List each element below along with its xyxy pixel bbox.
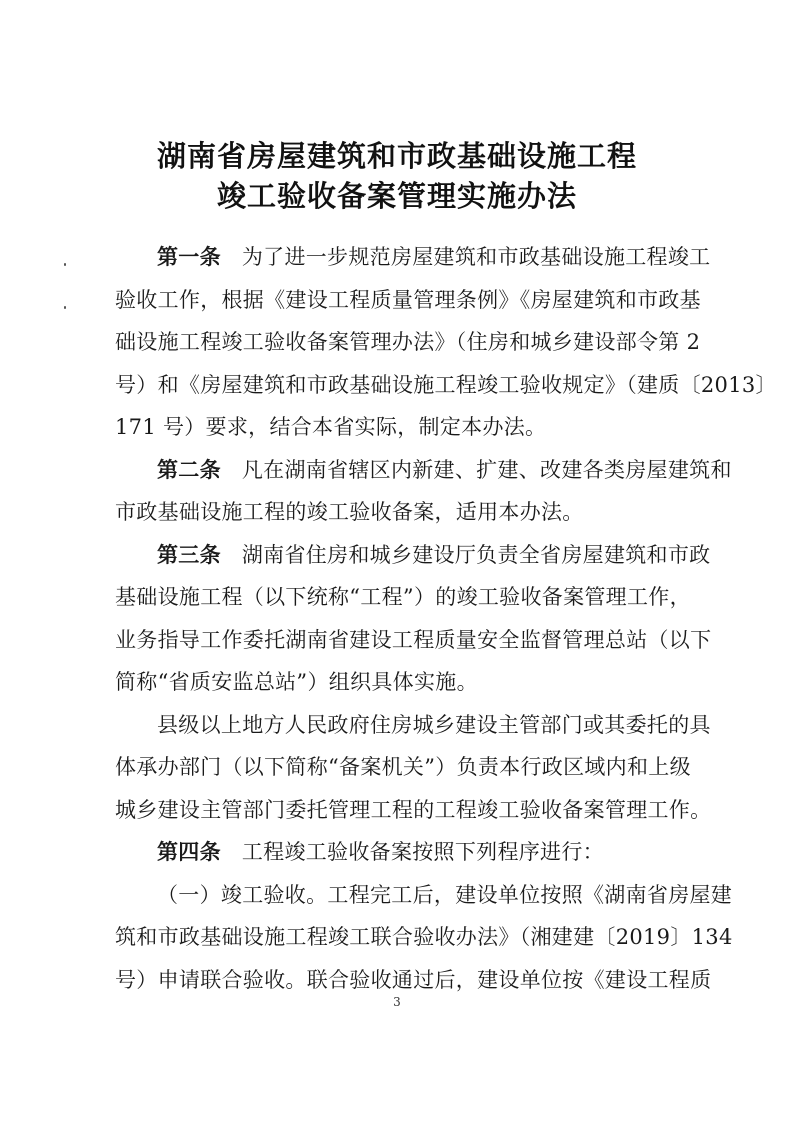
article4-label: 第四条 — [157, 840, 221, 864]
article1-label: 第一条 — [157, 245, 221, 269]
article3-line: 简称“省质安监总站”）组织具体实施。 — [115, 670, 478, 694]
article2-line — [115, 449, 732, 492]
article3-label: 第三条 — [157, 542, 221, 567]
article3-line — [115, 534, 711, 577]
scan-speck — [64, 306, 66, 309]
article1-line: 验收工作，根据《建设工程质量管理条例》《房屋建筑和市政基 — [115, 287, 701, 312]
page-number: 3 — [393, 995, 401, 1009]
article1-line: 础设施工程竣工验收备案管理办法》（住房和城乡建设部令第 2 — [115, 330, 701, 354]
document-body — [115, 236, 777, 1001]
article2-label: 第二条 — [157, 457, 221, 482]
document-title-line2: 竣工验收备案管理实施办法 — [216, 179, 577, 213]
article3-para2-line: 体承办部门（以下简称“备案机关”）负责本行政区域内和上级 — [115, 755, 691, 779]
article1-line — [115, 236, 711, 279]
article4-item1-line: 号）申请联合验收。联合验收通过后，建设单位按《建设工程质 — [115, 967, 712, 992]
article2-line: 市政基础设施工程的竣工验收备案，适用本办法。 — [115, 500, 584, 524]
article3-line: 业务指导工作委托湖南省建设工程质量安全监督管理总站（以下 — [115, 627, 712, 652]
article2-text: 凡在湖南省辖区内新建、扩建、改建各类房屋建筑和 — [241, 457, 732, 482]
document-title-line1: 湖南省房屋建筑和市政基础设施工程 — [156, 139, 637, 173]
article4-item1-line: 筑和市政基础设施工程竣工联合验收办法》（湘建建〔2019〕134 — [115, 925, 733, 949]
article3-para2-line: 城乡建设主管部门委托管理工程的工程竣工验收备案管理工作。 — [115, 797, 712, 822]
scan-speck — [64, 263, 66, 266]
article3-text: 湖南省住房和城乡建设厅负责全省房屋建筑和市政 — [241, 542, 711, 567]
article1-line: 号）和《房屋建筑和市政基础设施工程竣工验收规定》（建质〔2013〕 — [115, 372, 777, 397]
article1-line: 171 号）要求，结合本省实际，制定本办法。 — [115, 415, 547, 439]
article3-line: 基础设施工程（以下统称“工程”）的竣工验收备案管理工作， — [115, 585, 691, 609]
article4-item1-line: （一）竣工验收。工程完工后，建设单位按照《湖南省房屋建 — [157, 882, 733, 907]
article1-text: 为了进一步规范房屋建筑和市政基础设施工程竣工 — [241, 245, 711, 269]
article3-para2-line: 县级以上地方人民政府住房城乡建设主管部门或其委托的具 — [157, 712, 711, 737]
article4-line — [115, 831, 690, 874]
article4-text: 工程竣工验收备案按照下列程序进行： — [241, 840, 604, 864]
